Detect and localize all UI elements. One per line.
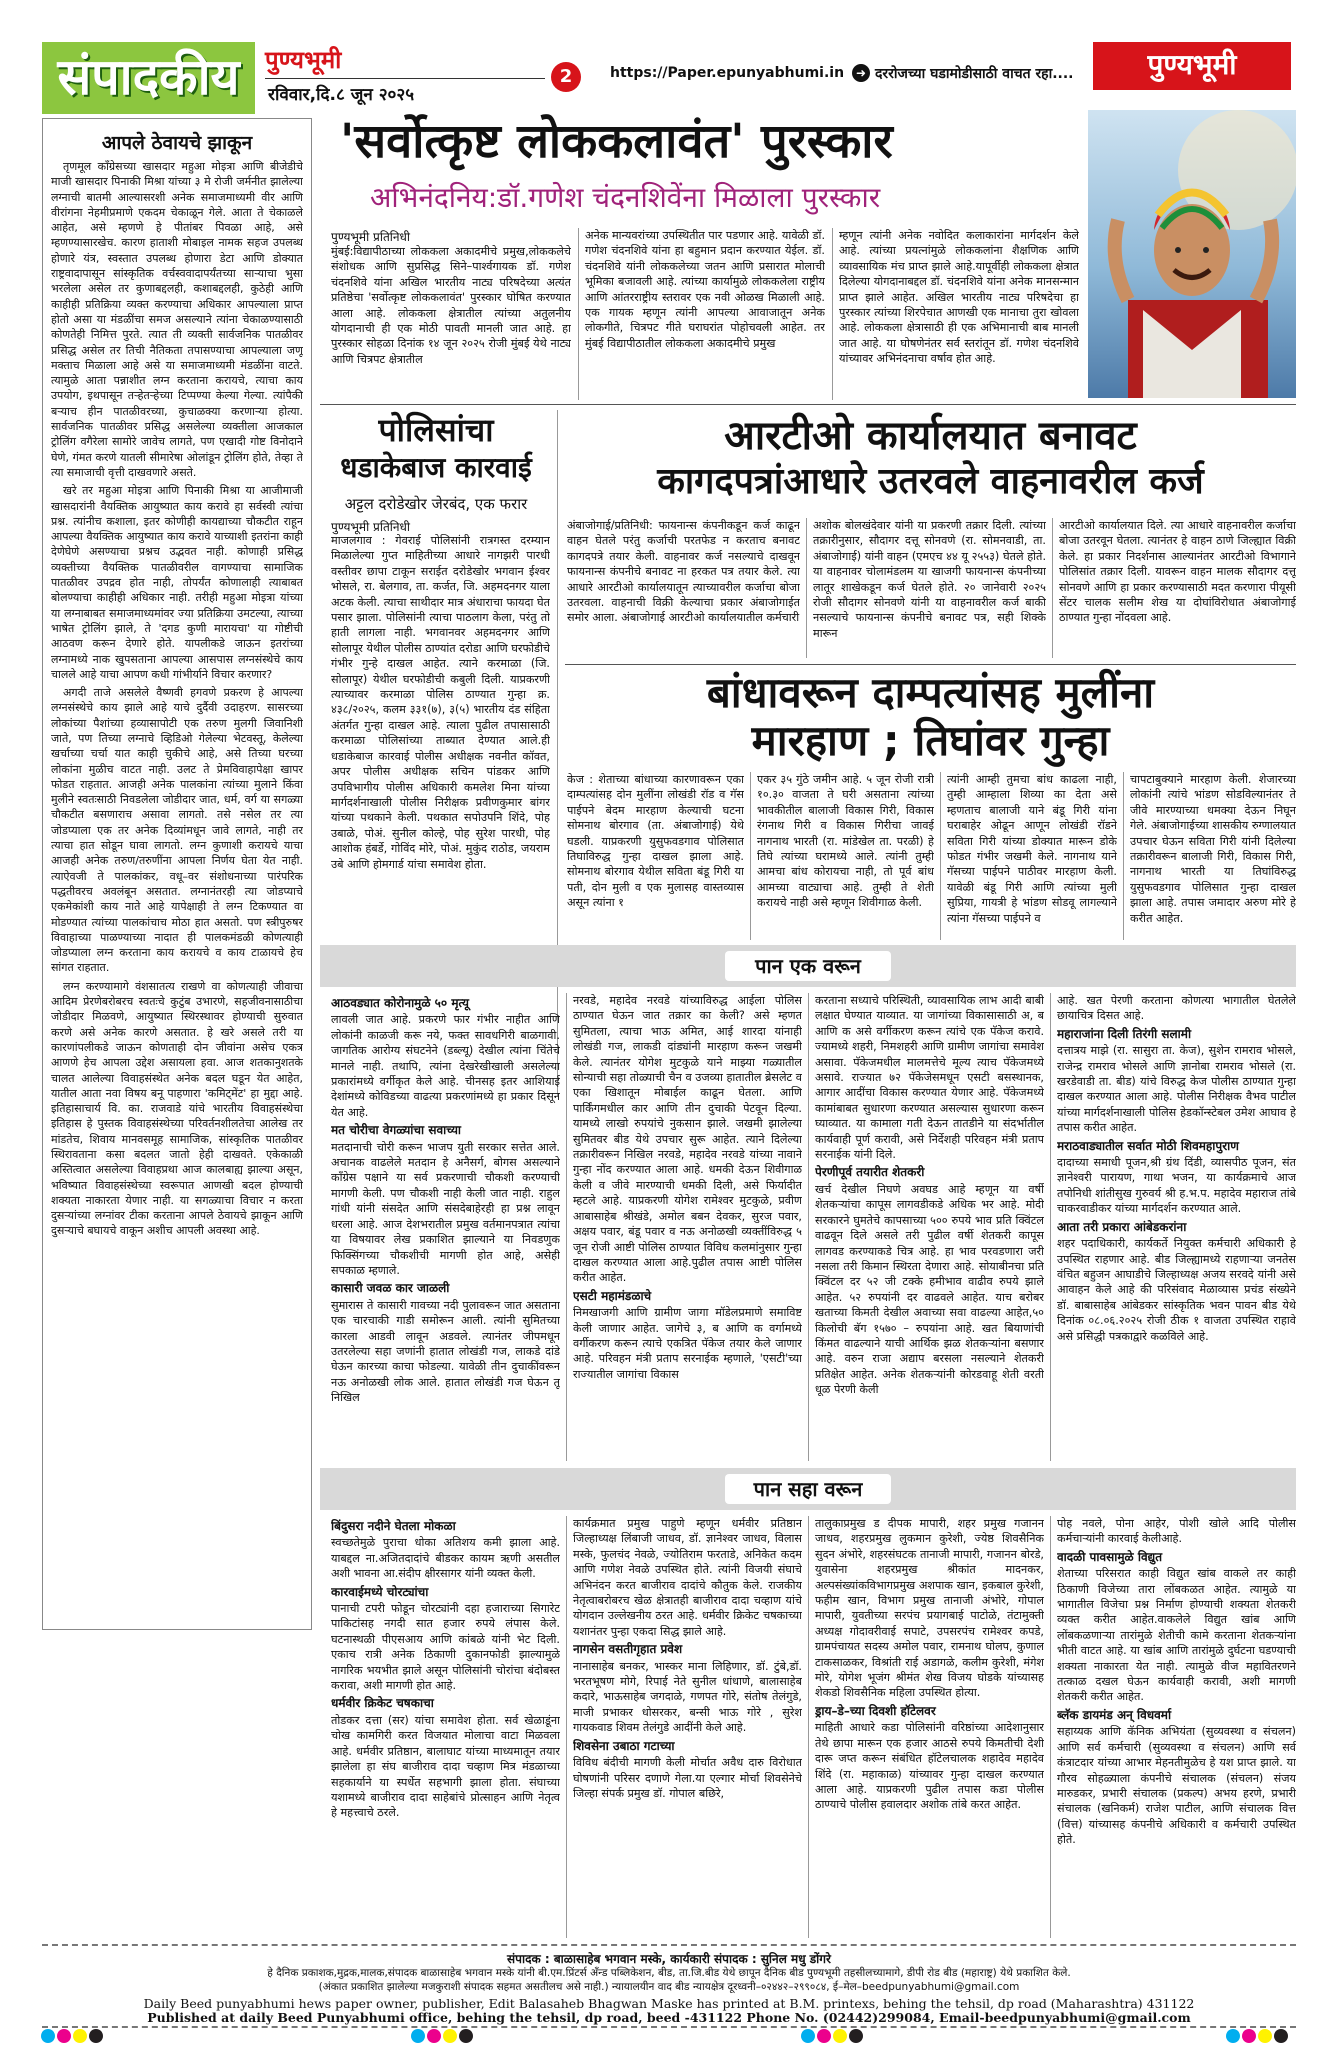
sub-heading: वादळी पावसामुळे विद्युत [1057,1549,1163,1564]
lead-col-3: म्हणून त्यांनी अनेक नवोदित कलाकारांना मार्गदर्शन केले आहे. त्यांच्या प्रयत्नांमुळे लोककलांना शैक्षणिक आणि व्यावसायिक मंच प्राप्त झाले आहे.यापूर्वीही लोककला क्षेत्रात दिलेल्या योगदानाबद्दल डॉ. चंदनशिवे यांना अनेक मानसन्मान प्राप्त झाले आहेत. अखिल भारतीय नाट्य परिषदेचा हा पुरस्कार त्यांच्या शिरपेचात आणखी एक मानाचा तुरा खोवला आहे. लोककला क्षेत्रासाठी ही एक अभिमानाची बाब मानली जात आहे. या घोषणेनंतर सर्व स्तरांतून डॉ. गणेश चंदनशिवे यांच्यावर अभिनंदनाचा वर्षाव होत आहे. [839,229,1079,366]
registration-marks [0,2028,1339,2046]
sub-heading: महाराजांना दिली तिरंगी सलामी [1057,1026,1192,1041]
arrow-icon: ➜ [852,64,870,82]
sub-heading: कासारी जवळ कार जाळली [331,1281,450,1296]
lead-photo [1088,110,1296,398]
english-imprint-1: Daily Beed punyabhumi hews paper owner, publisher, Edit Balasaheb Bhagwan Maske has printed at B.M. printexs, behing the tehsil, dp road (Maharashtra) 431122 [143,1996,1195,2011]
editorial-column [42,118,312,1630]
masthead [0,0,1339,120]
continued-band-1 [320,945,1296,987]
portrait-illustration [1088,110,1296,398]
editorial-paragraph: लग्न करण्यामागे वंशसातत्य राखणे वा कोणत्याही जीवाचा आदिम प्रेरणेबरोबरच स्वतःचे कुटुंब उभारणे, सहजीवनासाठीचा जोडीदार मिळवणे, आयुष्यात स्थिरस्थावर होण्याची सुरुवात करणे असे अनेक कारणे असतात. हे खरे असले तरी या कारणांपलीकडे जाऊन कोणताही दोन जीवांना असेच एकत्र आणणे हेच आपला उद्देश असायला हवा. आज शतकानुशतके चालत आलेल्या विवाहसंस्थेत अनेक बदल घडून येत आहेत, यातील आता नवा विषय बनू पाहणारा 'कमिट्मेंट' हा मुद्दा आहे. इतिहासाचार्य वि. का. राजवाडे यांचे भारतीय विवाहसंस्थेचा इतिहास हे पुस्तक विवाहसंस्थेच्या परिवर्तनशीलतेचा आलेख तर मांडतेच, शिवाय मानवसमूह सामाजिक, सांस्कृतिक पातळीवर स्थिरावताना कसा बदलत जातो हेही दाखवते. एकेकाळी अस्तित्वात असलेल्या विवाहप्रथा आज कालबाह्य झाल्या असून, भविष्यात विवाहसंस्थेच्या स्वरूपात आणखी बदल होण्याची शक्यता नाकारता येणार नाही. या सगळ्याचा विचार न करता दुसऱ्यांच्या लग्नांवर टीका करताना आपले ठेवायचे झाकून आणि दुसऱ्याचे बघायचे वाकून अशीच आपली अवस्था आहे. [51,979,303,1238]
cont2-col-2: कार्यक्रमात प्रमुख पाहुणे म्हणून धर्मवीर प्रतिष्ठान जिल्हाध्यक्ष लिंबाजी जाधव, डॉ. ज्ञानेश्वर जाधव, विलास मस्के, फुलचंद नेवळे, ज्योतिराम फरताडे, अनिकेत कदम आणि गणेश नेवळे उपस्थित होते. त्यांनी विजयी संघाचे अभिनंदन करत बाजीराव दादांचे कौतुक केले. राजकीय नेतृत्वाबरोबरच खेळ क्षेत्रातही बाजीराव दादा चव्हाण यांचे योगदान उल्लेखनीय ठरत आहे. धर्मवीर क्रिकेट चषकाच्या यशानंतर पुन्हा एकदा सिद्ध झाले आहे. नागसेन वसतीगृहात प्रवेश नानासाहेब बनकर, भास्कर माना लिहिणार, डॉ. टुंबे,डॉ. भरतभूषण मोगे, रिपाई नेते सुनील धांधाणे, बालासाहेब कदारे, भाऊसाहेब जगदाळे, गणपत गोरे, संतोष तेलंगुडे, माजी प्रभाकर धोसरकर, बन्सी भाऊ गोरे , सुरेश गायकवाड शिवम तेलंगुडे आदींनी केले आहे. शिवसेना उबाठा गटाच्या विविध बंदीची मागणी केली मोर्चात अवैध दारु विरोधात घोषणांनी परिसर दणाणे गेला.या एल्गार मोर्चा शिवसेनेचे जिल्हा संपर्क प्रमुख डॉ. गोपाल बछिरे, [573,1517,802,1800]
rto-col-3: आरटीओ कार्यालयात दिले. त्या आधारे वाहनावरील कर्जाचा बोजा उतरवून घेतला. त्यानंतर हे वाहन ठाणे जिल्ह्यात विक्री केले. हा प्रकार निदर्शनास आल्यानंतर आरटीओ विभागाने पोलिसांत तक्रार दिली. यावरून वाहन मालक सौदागर दत्तू सोनवणे आणि हा प्रकार करण्यासाठी मदत करणारा पीयूसी सेंटर चालक सलीम शेख या दोघांविरोधात अंबाजोगाई ठाण्यात गुन्हा नोंदवला आहे. [1059,519,1296,625]
editorial-paragraph: तृणमूल काँग्रेसच्या खासदार महुआ मोइत्रा आणि बीजेडीचे माजी खासदार पिनाकी मिश्रा यांच्या ३ मे रोजी जर्मनीत झालेल्या लग्नाची बातमी आल्यासरशी अनेक समाजमाध्यमी वीर आणि वीरांगना नेहमीप्रमाणे एकदम चेकाळून गेले. आता ते चेकाळले आहेत, असे म्हणणे हे पीतांबर पिवळा आहे, असे म्हणण्यासारखेच. कारण हाताशी मोबाइल नामक सहज उपलब्ध होणारे यंत्र, स्वस्तात उपलब्ध होणारा डेटा आणि डोक्यात राष्ट्रवादापासून सांस्कृतिक वर्चस्ववादापर्यंतच्या साऱ्याचा भुसा भरलेला असेल तर कुणाबद्दलही, कशाबद्दलही, कुठेही आणि काहीही प्रतिक्रिया व्यक्त करण्याचा अधिकार आपल्याला प्राप्त होतो असा या मंडळींचा समज असल्याने त्यांना चेकाळण्यासाठी कोणतेही निमित्त पुरते. त्यात ती व्यक्ती सार्वजनिक पातळीवर प्रसिद्ध असेल तर तिची नैतिकता तपासण्याचा आपल्याला जणू मक्ताच मिळाला आहे असे या समाजमाध्यमी मंडळींना वाटते. त्यामुळे आता पन्नाशीत लग्न करताना करायचे, त्याचा काय उपयोग, इथपासून तऱ्हेतऱ्हेच्या टिप्पण्या केल्या गेल्या. त्यांपैकी बऱ्याच हीन पातळीवरच्या, कुचाळक्या करणाऱ्या होत्या. सार्वजनिक पातळीवर प्रसिद्ध असलेल्या व्यक्तीला आजकाल ट्रोलिंग वगैरेला सामोरे जावेच लागते, पण एखादी गोष्ट विनोदाने घेणे, गंमत करणे यातली सीमारेषा ओलांडून ट्रोलिंग होते, तेव्हा ते त्या समाजाची वृत्ती दाखवणारे असते. [51,160,303,479]
reg-dots-center-left [410,2028,474,2047]
rto-col-2: अशोक बोलखंदेवार यांनी या प्रकरणी तक्रार दिली. त्यांच्या तक्रारीनुसार, सौदागर दत्तू सोनवणे (रा. सोमनवाडी, ता. अंबाजोगाई) यांनी वाहन (एमएच ४४ यू २५५३) घेतले होते. या वाहनावर चोलामंडलम या खाजगी फायनान्स कंपनीच्या लातूर शाखेकडून कर्ज घेतले होते. २० जानेवारी २०२५ रोजी सौदागर सोनवणे यांनी या वाहनावरील कर्ज बाकी नसल्याचे फायनान्स कंपनीचे बनावट पत्र, सही शिक्के मारून [813,519,1046,640]
dam-headline-2: मारहाण ; तिघांवर गुन्हा [751,716,1110,765]
lead-col-2: अनेक मान्यवरांच्या उपस्थितीत पार पडणार आहे. यावेळी डॉ. गणेश चंदनशिवे यांना हा बहुमान प्रदान करण्यात येईल. डॉ. चंदनशिवे यांनी लोककलेच्या जतन आणि प्रसारात मोलाची भूमिका बजावली आहे. त्यांच्या कार्यामुळे लोककलेला राष्ट्रीय आणि आंतरराष्ट्रीय स्तरावर एक नवी ओळख मिळाली आहे. एक गायक म्हणून त्यांनी आपल्या आवाजातून अनेक लोकगीते, चित्रपट गीते घराघरांत पोहोचवली आहेत. तर मुंबई विद्यापीठातील लोककला अकादमीचे प्रमुख [585,229,825,350]
paper-name-small [265,43,341,76]
paper-name: पुण्यभूमी [265,46,342,74]
reg-dots-left [40,2028,104,2047]
editorial-title: आपले ठेवायचे झाकून [101,132,253,154]
editorial-paragraph: अगदी ताजे असलेले वैष्णवी हगवणे प्रकरण हे आपल्या लग्नसंस्थेचे काय झाले आहे याचे दुर्दैवी उदाहरण. सासरच्या लोकांच्या पैशांच्या हव्यासापोटी एक तरुण मुलगी जिवानिशी जाते, पण तिच्या लग्नाचे व्हिडिओ गेलेल्या भेटवस्तू, केलेल्या खर्चाच्या चर्चा यात काही चुकीचे आहे, असे तिच्या घरच्या लोकांना मुळीच वाटत नाही. उलट ते प्रेमविवाहापेक्षा खापर फोडत राहतात. आजही अनेक पालकांना त्यांच्या मुलाने किंवा मुलीने स्वतःसाठी निवडलेला जोडीदार जात, धर्म, वर्ग या सगळ्या चौकटीत बसणाराच असावा लागतो. तसे नसेल तर त्या जोडप्याला एक तर अनेक दिव्यांमधून जावे लागते, नाही तर त्याचा हात सोडून घावा लागतो. लग्न कुणाशी करायचे याचा आजही अनेक तरुण/तरुणींना आपला निर्णय घेता येत नाही. त्याऐवजी ते पालकांकर, वधू–वर संशोधनाच्या पारंपरिक पद्धतीवरच अवलंबून असतात. लग्नानंतरही त्या जोडप्याचे एकमेकांशी काय नाते आहे यापेक्षाही ते लग्न टिकण्यात वा मोडण्यात त्यांच्या पालकांचाच मोठा हात असतो. पण स्त्रीपुरुषर विवाहाच्या पाळण्याच्या नादात ही पालकमंडळी कोणत्याही जोडप्याला लग्न करताना काय करायचे व काय टाळायचे हेच सांगत राहतात. [51,686,303,975]
cont1-col-3: करताना सध्याचे परिस्थिती, व्यावसायिक लाभ आदी बाबी लक्षात घेण्यात याव्यात. या जागांच्या विकासासाठी अ, ब आणि क असे वर्गीकरण करून त्यांचे एक पॅकेज करावे. ज्यामध्ये शहरी, निमशहरी आणि ग्रामीण जागांचा समावेश असावा. पॅकेजमधील मालमत्तेचे मूल्य त्याच पॅकेजमध्ये असावे. राज्यात ७२ पॅकेजेसमधून एसटी बसस्थानक, आगार आदींचा विकास करण्यात येणार आहे. पॅकेजमध्ये कामांबाबत सुधारणा करण्यात असल्यास सुधारणा करून घ्याव्यात. या कामाला गती देऊन तातडीने या संदर्भातील कार्यवाही पूर्ण करावी, असे निर्देशही परिवहन मंत्री प्रताप सरनाईक यांनी दिले. पेरणीपूर्व तयारीत शेतकरी खर्च देखील निघणे अवघड आहे म्हणून या वर्षी शेतकऱ्यांचा कापूस लागवडीकडे अधिक भर आहे. मोदी सरकारने घुमतेचे कापसाच्या ५०० रुपये भाव प्रति क्विंटल वाढवून दिले असले तरी पुढील वर्षी शेतकरी कापूस लागवड करण्याकडे चित्र आहे. हा भाव परवडणारा जरी नसला तरी किमान स्थिरता देणारा आहे. सोयाबीनचा प्रति क्विंटल दर ५२ जी टक्के हमीभाव वाढीव रुपये झाले आहेत. ५२ रुपयांनी दर वाढवले आहेत. याच बरोबर खताच्या किमती देखील अवाच्या सवा वाढल्या आहेत,५० किलोची बॅग १५७० – रुपयांना आहे. खत बियाणांची किंमत वाढल्याने याची आर्थिक झळ शेतकऱ्यांना बसणार आहे. वरुन राजा अद्याप बरसला नसल्याने शेतकरी प्रतिक्षेत आहेत. अनेक शेतकऱ्यांनी कोरडवाहू शेती वरती धूळ पेरणी केली [815,994,1044,1397]
dam-headline-1: बांधावरून दाम्पत्यांसह मुलींना [706,668,1155,717]
rto-col-1: अंबाजोगाई/प्रतिनिधी: फायनान्स कंपनीकडून कर्ज काढून वाहन घेतले परंतु कर्जाची परतफेड न करताच बनावट कागदपत्रे तयार केली. वाहनावर कर्ज नसल्याचे दाखवून फायनान्स कंपनीचे बनावट ना हरकत पत्र तयार केले. त्या आधारे आरटीओ कार्यालयातून त्याच्यावरील कर्जाचा बोजा उतरवला. वाहनाची विक्री केल्याचा प्रकार अंबाजोगाईत समोर आला. अंबाजोगाई आरटीओ कार्यालयातील कर्मचारी [567,519,800,625]
lead-dateline: पुण्यभूमी प्रतिनिधी [331,230,411,244]
english-imprint-2: Published at daily Beed Punyabhumi office, behing the tehsil, dp road, beed -431122 Phone No. (02442)299084, Email-beedpunyabhumi@gmail.com [147,2010,1191,2025]
sub-heading: कारवाईमध्ये चोरट्यांचा [331,1584,429,1599]
cont2-col-3: तालुकाप्रमुख ड दीपक मापारी, शहर प्रमुख गजानन जाधव, शहरप्रमुख लुकमान कुरेशी, ज्येष्ठ शिवसैनिक सुदन अंभोरे, शहरसंघटक तानाजी मापारी, गजानन बोरडे, युवासेना शहरप्रमुख श्रीकांत मादनकर, अल्पसंख्यांकविभागप्रमुख अशपाक खान, इकबाल कुरेशी, फहीम खान, विभाग प्रमुख तानाजी अंभोरे, गोपाल मापारी, युवतीच्या सरपंच प्रयागबाई पाटोळे, तंटामुक्ती अध्यक्ष गोदावरीवाई सपाटे, उपसरपंच रामेश्वर कपडे, ग्रामपंचायत सदस्य अमोल पवार, रामनाथ घोलप, कुणाल टाकसाळकर, विश्रांती राई अडागळे, कलीम कुरेशी, मंगेश मोरे, योगेश भूजंग श्रीमंत शेख विजय घोडके यांच्यासह शेकडो शिवसैनिक महिला उपस्थित होत्या. ड्राय–डे–च्या दिवशी हॉटेलवर माहिती आधारे कडा पोलिसांनी वरिष्ठांच्या आदेशानुसार तेथे छापा मारून एक हजार आठसे रुपये किमतीची देशी दारू जप्त करून संबंधित हॉटेलचालक शहादेव महादेव शिंदे (रा. महाकाळ) यांच्यावर गुन्हा दाखल करण्यात आला आहे. याप्रकरणी पुढील तपास कडा पोलीस ठाण्याचे पोलीस हवालदार अशोक तांबे करत आहेत. [815,1517,1044,1812]
dam-col-3: त्यांनी आम्ही तुमचा बांध काढला नाही, तुम्ही आम्हाला शिव्या का देता असे म्हणताच बालाजी याने बंडू गिरी यांना घराबाहेर ओढून आणून लोखंडी रॉडने सविता गिरी यांच्या डोक्यात मारून डोके फोडत गंभीर जखमी केले. नागनाथ याने गॅसच्या पाईपने पाठीवर मारहाण केली. यावेळी बंडू गिरी आणि त्यांच्या मुली सुप्रिया, गायत्री हे भांडण सोडवू लागल्याने त्यांना गॅसच्या पाईपने व [947,773,1117,925]
sub-heading: नागसेन वसतीगृहात प्रवेश [573,1642,683,1657]
sub-heading: आता तरी प्रकारा आंबेडकरांना [1057,1219,1187,1234]
lead-subheadline: अभिनंदनिय:डॉ.गणेश चंदनशिवेंना मिळाला पुरस्कार [370,181,881,214]
sub-heading: मराठवाड्यातील सर्वात मोठी शिवमहापुराण [1057,1138,1239,1153]
editors-line: संपादक : बाळासाहेब भगवान मस्के, कार्यकारी संपादक : सुनिल मधु डोंगरे [507,1952,831,1966]
sub-heading: पेरणीपूर्व तयारीत शेतकरी [815,1165,925,1180]
cont1-col-4: आहे. खत पेरणी करताना कोणत्या भागातील घेतलेले छायाचित्र दिसत आहे. महाराजांना दिली तिरंगी सलामी दत्तात्रय माझे (रा. सासुरा ता. केज), सुशेन रामराव भोसले, राजेन्द्र रामराव भोसले आणि ज्ञानोबा रामराव भोसले (रा. खरडेवाडी ता. बीड) यांचे विरुद्ध केज पोलीस ठाण्यात गुन्हा दाखल करण्यात आला आहे. पोलीस निरीक्षक वैभव पाटील यांच्या मार्गदर्शनाखाली पोलिस हेडकॉन्स्टेबल उमेश आघाव हे तपास करीत आहेत. मराठवाड्यातील सर्वात मोठी शिवमहापुराण दादाच्या समाधी पूजन,श्री ग्रंथ दिंडी, व्यासपीठ पूजन, संत ज्ञानेश्वरी पारायण, गाथा भजन, या कार्यक्रमाचे आज तपोनिधी शांतीसुख गुरुवर्य श्री ह.भ.प. महादेव महाराज तांबे चाकरवाडीकर यांच्या मार्गदर्शन करण्यात आले. आता तरी प्रकारा आंबेडकरांना शहर पदाधिकारी, कार्यकर्ते नियुक्त कर्मचारी अधिकारी हे उपस्थित राहणार आहे. बीड जिल्ह्यामध्ये राहणाऱ्या जनतेस वंचित बहुजन आघाडीचे जिल्हाध्यक्ष अजय सरवदे यांनी असे आवाहन केले आहे की परिसंवाद मेळाव्यास प्रचंड संख्येने डॉ. बाबासाहेब आंबेडकर सांस्कृतिक भवन पावन बीड येथे दिनांक ०८.०६.२०२५ रोजी ठीक १ वाजता उपस्थित राहावे असे प्रसिद्धी पत्रकाद्वारे कळविले आहे. [1057,994,1296,1343]
issue-date: रविवार,दि.८ जून २०२५ [268,85,415,105]
police-dateline: पुण्यभूमी प्रतिनिधी [331,520,411,534]
editorial-paragraph: खरे तर महुआ मोइत्रा आणि पिनाकी मिश्रा या आजीमाजी खासदारांनी वैयक्तिक आयुष्यात काय करावे हा सर्वस्वी त्यांचा प्रश्न. त्यांनीच कशाला, इतर कोणीही कायद्याच्या चौकटीत राहून आपल्या वैयक्तिक आयुष्यात काय करावे याच्याशी इतरांना काही देणेघेणे असण्याचा प्रश्नच उद्भवत नाही. कोणाही प्रसिद्ध व्यक्तीच्या वैयक्तिक पातळीवरील वागण्याचा सामाजिक पातळीवर उपद्रव होत नाही, तोपर्यंत कोणालाही त्याबाबत बोलण्याचा काहीही अधिकार नाही. तरीही महुआ मोइत्रा यांच्या या लग्नाबाबत समाजमाध्यमांवर ज्या प्रतिक्रिया उमटल्या, त्याच्या भाषेत ट्रोलिंग झाले, ते 'दगड कुणी मारायचा' या गोष्टीची आठवण करून देणारे होते. यापलीकडे जाऊन इतरांच्या लग्नामध्ये नाक खुपसताना आपल्या आसपास लग्नसंस्थेचे काय चालले आहे याचा आपण कधी गांभीर्याने विचार करणार? [51,484,303,681]
masthead-rule [265,78,545,79]
reg-dots-center-right [800,2028,864,2047]
reg-dots-right [1225,2028,1289,2047]
editorial-body [51,159,303,1624]
section-title: संपादकीय [57,48,240,106]
police-subhead: अट्टल दरोडेखोर जेरबंद, एक फरार [344,495,528,513]
sub-heading: मत चोरीचा वेगळ्यांचा सवाच्या [331,1123,462,1138]
cont1-col-1: आठवड्यात कोरोनामुळे ५० मृत्यू लावली जात आहे. प्रकरणे फार गंभीर नाहीत आणि लोकांनी काळजी करू नये, फक्त सावधगिरी बाळगावी. जागतिक आरोग्य संघटनेने (डब्ल्यू) देखील त्यांना चिंतेचे मानले नाही. तथापि, त्यांना देखरेखीखाली असलेल्या प्रकारांमध्ये वर्गीकृत केले आहे. चीनसह इतर आशियाई देशांमध्ये कोविडच्या वाढत्या प्रकरणांमध्ये हा प्रकार दिसून येत आहे. मत चोरीचा वेगळ्यांचा सवाच्या मतदानाची चोरी करून भाजप युती सरकार सत्तेत आले. अचानक वाढलेले मतदान हे अनैसर्ग, बोगस असल्याने काँग्रेस पक्षाने या सर्व प्रकरणाची चौकशी करण्याची मागणी केली. पण चौकशी नाही केली जात नाही. राहुल गांधी यांनी संसदेत आणि संसदेबाहेरही हा प्रश्न लावून धरला आहे. आज देशभरातील प्रमुख वर्तमानपत्रात त्यांचा या विषयावर लेख प्रकाशित झाल्याने या निवडणुक फिक्सिंगच्या चौकशीची मागणी होत आहे, असेही सपकाळ म्हणाले. कासारी जवळ कार जाळली सुमारास ते कासारी गावच्या नदी पुलावरून जात असताना एक चारचाकी गाडी समोरून आली. त्यांनी सुमितच्या कारला आडवी लावून अडवले. त्यानंतर जीपमधून उतरलेल्या सहा जणांनी हातात लोखंडी गज, लाकडे दांडे घेऊन कारच्या काचा फोडल्या. यावेळी तीन दुचाकींवरून नऊ अनोळखी लोक आले. हातात लोखंडी गज घेऊन तू निखिल [331,996,560,1405]
police-headline-2: धडाकेबाज कारवाई [340,451,532,484]
rto-headline-1: आरटीओ कार्यालयात बनावट [724,413,1137,459]
cont2-col-1: बिंदुसरा नदीने घेतला मोकळा स्वच्छतेमुळे पुराचा धोका अतिशय कमी झाला आहे. याबद्दल ना.अजितदादांचे बीडकर कायम ऋणी असतील अशी भावना आ.संदीप क्षीरसागर यांनी व्यक्त केली. कारवाईमध्ये चोरट्यांचा पानाची टपरी फोडून चोरट्यांनी दहा हजाराच्या सिगारेट पाकिटांसह नगदी सात हजार रुपये लंपास केले. घटनास्थळी पीएसआय आणि कांबळे यांनी भेट दिली. एकाच रात्री अनेक ठिकाणी दुकानफोडी झाल्यामुळे नागरिक भयभीत झाले असून पोलिसांनी चोरांचा बंदोबस्त करावा, अशी मागणी होत आहे. धर्मवीर क्रिकेट चषकाचा तोडकर दत्ता (सर) यांचा समावेश होता. सर्व खेळाडूंना चोख कामगिरी करत विजयात मोलाचा वाटा मिळवला आहे. धर्मवीर प्रतिष्ठान, बालाघाट यांच्या माध्यमातून तयार झालेला हा संघ बाजीराव दादा चव्हाण मित्र मंडळाच्या सहकार्याने या स्पर्धेत सहभागी झाला होता. संघाच्या यशामध्ये बाजीराव दादा साहेबांचे प्रोत्साहन आणि नेतृत्व हे महत्त्वाचे ठरले. [331,1519,560,1820]
cont1-col-2: नरवडे, महादेव नरवडे यांच्याविरुद्ध आईला पोलिस ठाण्यात घेऊन जात तक्रार का केली? असे म्हणत सुमितला, त्याचा भाऊ अमित, आई शारदा यांनाही लोखंडी गज, लाकडी दांड्यांनी मारहाण करून जखमी केले. त्यानंतर योगेश मुटकुळे याने माझ्या गळ्यातील सोन्याची सहा तोळ्याची चैन व उजव्या हातातील ब्रेसलेट व एका खिशातून मोबाईल काढून घेतला. आणि पार्किंगमधील कार आणि तीन दुचाकी पेटवून दिल्या. यामध्ये लाखो रुपयांचे नुकसान झाले. जखमी झालेल्या सुमितवर बीड येथे उपचार सुरू आहेत. त्याने दिलेल्या तक्रारीवरून निखिल नरवडे, महादेव नरवडे यांच्या नावाने गुन्हा नोंद करण्यात आला आहे. धमकी देऊन शिवीगाळ केली व जीवे मारण्याची धमकी दिली, असे फिर्यादीत म्हटले आहे. याप्रकरणी योगेश रामेश्वर मुटकुळे, प्रवीण आबासाहेब श्रीखंडे, अमोल बबन देवकर, सुरज पवार, अक्षय पवार, बंडू पवार व नऊ अनोळखी व्यक्तींविरुद्ध ५ जून रोजी आष्टी पोलिस ठाण्यात विविध कलमांनुसार गुन्हा दाखल करण्यात आला आहे.पुढील तपास आष्टी पोलिस करीत आहेत. एसटी महामंडळाचे निमखाजगी आणि ग्रामीण जागा मॉडेलप्रमाणे समाविष्ट केली जाणार आहेत. जागेचे ३, ब आणि क वर्गामध्ये वर्गीकरण करून त्याचे एकत्रित पॅकेज तयार केले जाणार आहे. परिवहन मंत्री प्रताप सरनाईक म्हणाले, 'एसटी'च्या राज्यातील जागांचा विकास [573,994,802,1381]
imprint-line-1: हे दैनिक प्रकाशक,मुद्रक,मालक,संपादक बाळासाहेब भगवान मस्के यांनी बी.एम.प्रिंटर्स अँन्ड पब्लिकेशन, बीड, ता.जि.बीड येथे छापून दैनिक बीड पुण्यभूमी तहसीलच्यामागे, डीपी रोड बीड (महाराष्ट्र) येथे प्रकाशित केले. [267,1967,1071,1979]
sub-heading: ब्लॅक डायमंड अन् विधवर्मा [1057,1707,1172,1722]
sub-heading: धर्मवीर क्रिकेट चषकाचा [331,1696,434,1711]
logo-text: पुण्यभूमी [1147,48,1237,81]
imprint-box [42,1944,1296,2028]
dam-col-2: एकर ३५ गुंठे जमीन आहे. ५ जून रोजी रात्री १०.३० वाजता ते घरी असताना त्यांच्या भावकीतील बालाजी विकास गिरी, विकास रंगनाथ गिरी व विकास गिरीचा जावई नागनाथ भारती (रा. मांडेखेल ता. परळी) हे तिघे त्यांच्या घरामध्ये आले. त्यांनी तुम्ही आमचा बांध कोरायचा नाही, तो पूर्व बांध आमच्या वाट्याचा आहे. तुम्ही ते शेती करायचे नाही असे म्हणून शिवीगाळ केली. [757,773,934,910]
sub-heading: एसटी महामंडळाचे [573,1288,652,1303]
logo-box [1093,42,1291,90]
cont2-col-4: पोह नवले, पोना आहेर, पोशी खोले आदि पोलीस कर्मचाऱ्यांनी कारवाई केलीआहे. वादळी पावसामुळे विद्युत शेताच्या परिसरात काही विद्युत खांब वाकले तर काही ठिकाणी विजेच्या तारा लोंबकळत आहेत. त्यामुळे या भागातील विजेचा प्रश्न निर्माण होण्याची शक्यता शेतकरी व्यक्त करीत आहेत.वाकलेले विद्युत खांब आणि लोंबकळणाऱ्या तारांमुळे शेतीची कामे करताना शेतकऱ्यांना भीती वाटत आहे. या खांब आणि तारांमुळे दुर्घटना घडण्याची शक्यता नाकारता येत नाही. त्यामुळे वीज महावितरणने तत्काळ दखल घेऊन कार्यवाही करावी, अशी मागणी शेतकरी करीत आहेत. ब्लॅक डायमंड अन् विधवर्मा सहाय्यक आणि कॅनिक अभियंता (सुव्यवस्था व संचलन) आणि सर्व कर्मचारी (सुव्यवस्था व संचलन) आणि सर्व कंत्राटदार यांच्या आभार मेहनतीमुळेच हे यश प्राप्त झाले. या गौरव सोहळ्याला कंपनीचे संचालक (संचलन) संजय मारुडकर, प्रभारी संचालक (प्रकल्प) अभय हरणे, प्रभारी संचालक (खनिकर्म) राजेश पाटील, आणि संचालक वित्त (वित्त) यांच्यासह कंपनीचे अधिकारी व कर्मचारी उपस्थित होते. [1057,1517,1296,1847]
police-headline-1: पोलिसांचा [378,411,494,449]
sub-heading: आठवड्यात कोरोनामुळे ५० मृत्यू [331,996,469,1010]
continued-band-2 [320,1468,1296,1510]
continued-label-1: पान एक वरून [725,951,891,981]
tagline: दररोजच्या घडामोडीसाठी वाचत रहा.... [875,66,1074,82]
lead-col-1: मुंबई:विद्यापीठाच्या लोककला अकादमीचे प्रमुख,लोककलेचे संशोधक आणि सुप्रसिद्ध सिने–पार्श्वगायक डॉ. गणेश चंदनशिवे यांना अखिल भारतीय नाट्य परिषदेच्या अत्यंत प्रतिष्ठेचा 'सर्वोत्कृष्ट लोककलावंत' पुरस्कार घोषित करण्यात आला आहे. लोककला क्षेत्रातील त्यांच्या अतुलनीय योगदानाची ही एक मोठी पावती मानली जात आहे. हा पुरस्कार सोहळा दिनांक १४ जून २०२५ रोजी मुंबई येथे नाट्य आणि चित्रपट क्षेत्रातील [331,245,571,366]
lead-headline: 'सर्वोत्कृष्ट लोककलावंत' पुरस्कार [340,114,893,169]
rto-headline-2: कागदपत्रांआधारे उतरवले वाहनावरील कर्ज [657,461,1204,502]
continued-label-2: पान सहा वरून [725,1474,891,1504]
page-number-badge: 2 [551,62,581,92]
sub-heading: ड्राय–डे–च्या दिवशी हॉटेलवर [815,1703,936,1718]
dam-col-1: केज : शेताच्या बांधाच्या कारणावरून एका दाम्पत्यांसह दोन मुलींना लोखंडी रॉड व गॅस पाईपने बेदम मारहाण केल्याची घटना सोमनाथ बोरगाव (ता. अंबाजोगाई) येथे घडली. याप्रकरणी युसुफवडगाव पोलिसात तिघाविरुद्ध गुन्हा दाखल झाला आहे. सोमनाथ बोरगाव येथील सविता बंडू गिरी या पती, दोन मुली व एक मुलासह वास्तव्यास असून त्यांना १ [567,773,744,910]
dam-col-4: चापटाबुक्याने मारहाण केली. शेजारच्या लोकांनी त्यांचे भांडण सोडविल्यानंतर ते जीवे मारण्याच्या धमक्या देऊन निघून गेले. अंबाजोगाईच्या शासकीय रुग्णालयात उपचार घेऊन सविता गिरी यांनी दिलेल्या तक्रारीवरून बालाजी गिरी, विकास गिरी, नागनाथ भारती या तिघांविरुद्ध युसुफवडगाव पोलिसात गुन्हा दाखल झाला आहे. तपास जमादार अरुण मोरे हे करीत आहेत. [1130,773,1296,925]
section-title-box [42,42,255,114]
site-url[interactable]: https://Paper.epunyabhumi.in [610,65,845,81]
police-body: माजलगाव : गेवराई पोलिसांनी रात्रगस्त दरम्यान मिळालेल्या गुप्त माहितीच्या आधारे नागझरी पारधी वस्तीवर छापा टाकून सराईत दरोडेखोर भगवान ईश्वर भोसले, रा. बेलगाव, ता. कर्जत, जि. अहमदनगर याला अटक केली. त्याचा साथीदार मात्र अंधाराचा फायदा घेत पसार झाला. पोलिसांनी त्याचा पाठलाग केला, परंतु तो हाती लागला नाही. भगवानवर अहमदनगर आणि सोलापूर येथील पोलीस ठाण्यांत दरोडा आणि घरफोडीचे गंभीर गुन्हे दाखल आहेत. त्याने करमाळा (जि. सोलापूर) येथील घरफोडीची कबुली दिली. याप्रकरणी त्याच्यावर करमाळा पोलिस ठाण्यात गुन्हा क्र. ४३८/२०२५, कलम ३३१(७), ३(५) भारतीय दंड संहिता अंतर्गत गुन्हा दाखल आहे. त्याला पुढील तपासासाठी करमाळा पोलिसांच्या ताब्यात देण्यात आले.ही धडाकेबाज कारवाई पोलीस अधीक्षक नवनीत कॉवत, अपर पोलीस अधीक्षक सचिन पांडकर आणि उपविभागीय पोलीस अधिकारी कमलेश मिना यांच्या मार्गदर्शनाखाली पोलीस निरीक्षक प्रवीणकुमार बांगर यांच्या पथकाने केली. पथकात सपोउपनि शिंदे, पोह उबाळे, पोअं. सुनील कोल्हे, पोह सुरेश पारधी, पोह आशोक हंबर्डे, गोविंद मोरे, पोअं. मुकुंद राठोड, जयराम उबे आणि होमगार्ड यांचा समावेश होता. [331,534,550,871]
sub-heading: शिवसेना उबाठा गटाच्या [573,1738,675,1753]
sub-heading: बिंदुसरा नदीने घेतला मोकळा [331,1519,456,1533]
imprint-line-2: (अंकात प्रकाशित झालेल्या मजकुराशी संपादक सहमत असतीलच असे नाही.) न्यायालयीन वाद बीड न्यायक्षेत्र दूरध्वनी–०२४४२–२९९०८४, ई–मेल–beedpunyabhumi@gmail.com [318,1981,1020,1993]
